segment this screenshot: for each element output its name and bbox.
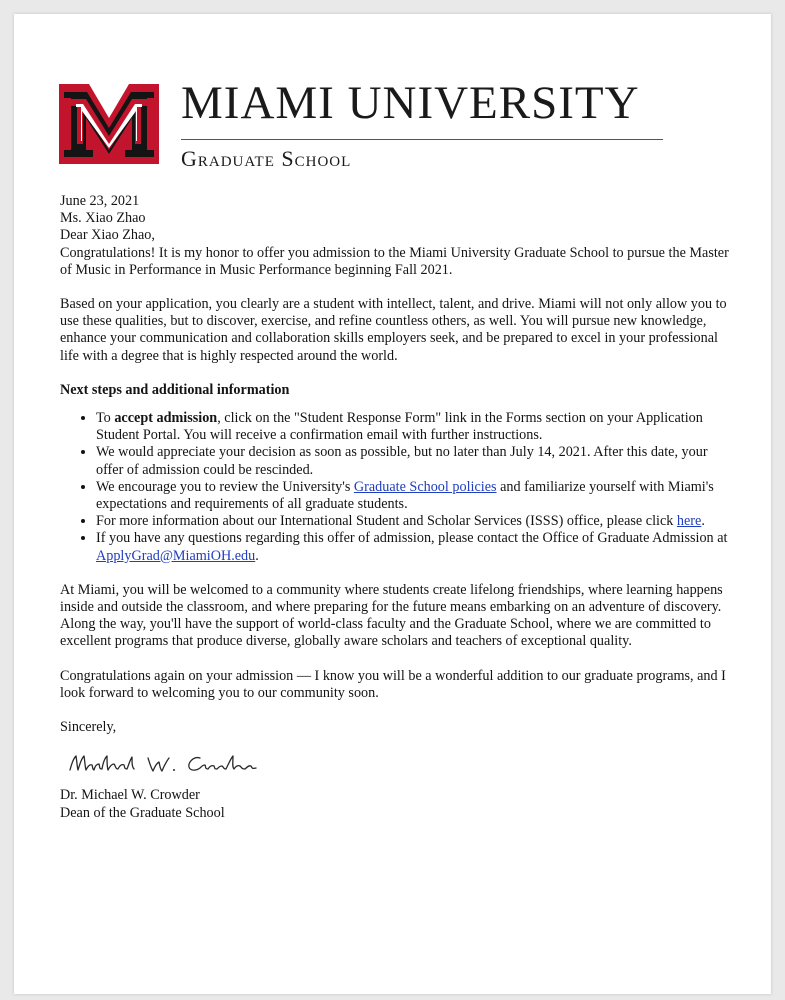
signer-name: Dr. Michael W. Crowder [60, 787, 200, 804]
step-text: and familiarize yourself with Miami's expectations and requirements of all graduate students. [96, 478, 714, 513]
list-item [96, 444, 732, 478]
list-item [96, 513, 732, 530]
letterhead-divider [181, 139, 663, 140]
signer-title: Dean of the Graduate School [60, 804, 225, 821]
step-text: To [96, 410, 115, 427]
list-item [96, 530, 732, 564]
isss-here-link[interactable]: here [676, 513, 702, 530]
letterhead [59, 76, 679, 186]
letter-body [60, 193, 732, 822]
paragraph-application: Based on your application, you clearly are a student with intellect, talent, and drive. Miami will not only allow you to use these qualities, but to discover, exercise, and refine countless others, as well. You will pursue new knowledge, enhance your communication and collaboration skills employers seek, and be prepared to excel in your professional life with a degree that is highly respected around the world. [60, 296, 727, 364]
paragraph-community: At Miami, you will be welcomed to a community where students create lifelong friendships, where learning happens inside and outside the classroom, and where preparing for the future means embarking on an adventure of discovery. Along the way, you'll have the support of world-class faculty and the Graduate School, where we are committed to excellent programs that produce diverse, globally aware scholars and teachers of exceptional quality. [60, 581, 723, 650]
miami-m-logo [59, 84, 159, 164]
step-text: For more information about our International Student and Scholar Services (ISSS) office, please click [96, 513, 677, 530]
school-name: Graduate School [181, 146, 352, 171]
step-text: We would appreciate your decision as soon as possible, but no later than July 14, 2021. After this date, your offer of admission could be rescinded. [96, 444, 708, 478]
paragraph-congratulations: Congratulations! It is my honor to offer you admission to the Miami University Graduate School to pursue the Master of Music in Performance in Music Performance beginning Fall 2021. [60, 244, 729, 278]
step-text: If you have any questions regarding this offer of admission, please contact the Office of Graduate Admission at [96, 530, 728, 547]
list-item [96, 410, 732, 444]
closing: Sincerely, [60, 719, 117, 736]
list-item [96, 479, 732, 513]
salutation: Dear Xiao Zhao, [60, 227, 155, 244]
handwritten-signature [64, 736, 284, 782]
step-text: We encourage you to review the University's [96, 478, 354, 495]
accept-admission-emphasis: accept admission [114, 410, 218, 427]
paragraph-closing-remarks: Congratulations again on your admission — I know you will be a wonderful addition to our graduate programs, and I look forward to welcoming you to our community soon. [60, 667, 726, 701]
graduate-school-policies-link[interactable]: Graduate School policies [353, 478, 497, 495]
step-text: , click on the "Student Response Form" link in the Forms section on your Application Student Portal. You will receive a confirmation email with further instructions. [96, 410, 703, 444]
recipient-name: Ms. Xiao Zhao [60, 210, 146, 227]
next-steps-list [60, 410, 732, 565]
university-name: MIAMI UNIVERSITY [181, 77, 640, 129]
letter-date: June 23, 2021 [60, 193, 140, 209]
applygrad-email-link[interactable]: ApplyGrad@MiamiOH.edu [96, 547, 256, 564]
letter-page [14, 14, 771, 994]
step-text: . [255, 547, 259, 564]
step-text: . [701, 513, 705, 530]
next-steps-heading: Next steps and additional information [60, 381, 290, 398]
